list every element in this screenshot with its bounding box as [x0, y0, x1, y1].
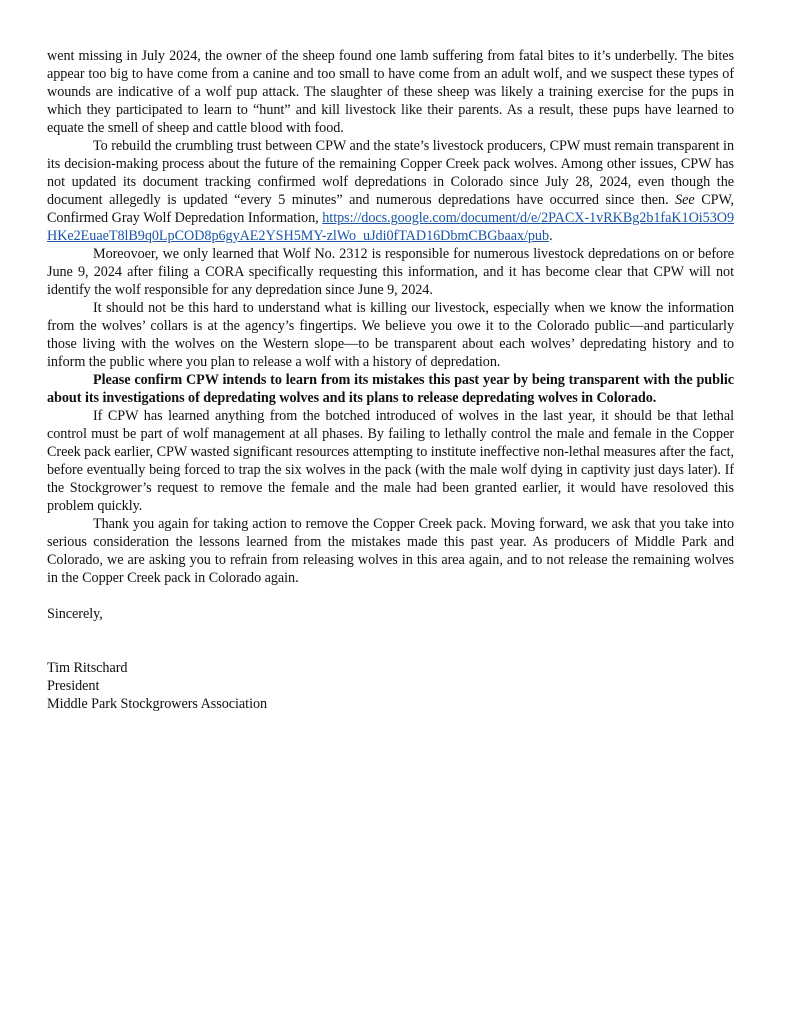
citation-signal-see: See [675, 192, 695, 208]
paragraph-request-confirmation: Please confirm CPW intends to learn from its mistakes this past year by being transparent with the public about its investigations of depredating wolves and its plans to release depredating wolves in Colorado. [47, 372, 734, 406]
paragraph-thank-you: Thank you again for taking action to remove the Copper Creek pack. Moving forward, we ask that you take into serious consideration the lessons learned from the mistakes made this past year. As producers of Middle Park and Colorado, we are asking you to refrain from releasing wolves in this area again, and to not release the remaining wolves in the Copper Creek pack in Colorado again. [47, 516, 734, 586]
closing-salutation: Sincerely, [47, 606, 103, 622]
paragraph-rebuild-trust [47, 137, 734, 245]
paragraph-wolf-2312: Moreovoer, we only learned that Wolf No. 2312 is responsible for numerous livestock depredations on or before June 9, 2024 after filing a CORA specifically requesting this information, and it has become clear that CPW will not identify the wolf responsible for any depredation since June 9, 2024. [47, 246, 734, 298]
citation-text: CPW, Confirmed Gray Wolf Depredation Information, [47, 192, 734, 226]
spacer [47, 587, 734, 605]
paragraph-understand-livestock: It should not be this hard to understand what is killing our livestock, especially when we know the information from the wolves’ collars is at the agency’s fingertips. We believe you owe it to the Colorado public—and particularly those living with the wolves on the Western slope—to be transparent about each wolves’ depredating history and to inform the public where you plan to release a wolf with a history of depredation. [47, 300, 734, 370]
paragraph-lamb-bites: went missing in July 2024, the owner of the sheep found one lamb suffering from fatal bites to it’s underbelly. The bites appear too big to have come from a canine and too small to have come from an adult wolf, and we suspect these types of wounds are indicative of a wolf pup attack. The slaughter of these sheep was likely a training exercise for the pups in which they participated to learn to “hunt” and kill livestock like their parents. As a result, these pups have learned to equate the smell of sheep and cattle blood with food. [47, 48, 734, 136]
signatory-organization: Middle Park Stockgrowers Association [47, 696, 268, 712]
signatory-name: Tim Ritschard [47, 660, 128, 676]
citation-end-period: . [549, 228, 553, 244]
spacer [47, 623, 734, 659]
signatory-title: President [47, 678, 100, 694]
letter-page [47, 47, 734, 713]
paragraph-rebuild-trust-text: To rebuild the crumbling trust between CPW and the state’s livestock producers, CPW must remain transparent in its decision-making process about the future of the remaining Copper Creek pack wolves. Among other issues, CPW has not updated its document tracking confirmed wolf depredations in Colorado since July 28, 2024, even though the document allegedly is updated “every 5 minutes” and numerous depredations have occurred since then. [47, 138, 734, 208]
depredation-document-link[interactable]: https://docs.google.com/document/d/e/2PACX-1vRKBg2b1faK1Oi53O9HKe2EuaeT8lB9q0LpCOD8p6gyAE2YSH5MY-zlWo_uJdi0fTAD16DbmCBGbaax/pub [47, 210, 734, 244]
paragraph-lethal-control: If CPW has learned anything from the botched introduced of wolves in the last year, it should be that lethal control must be part of wolf management at all phases. By failing to lethally control the male and female in the Copper Creek pack earlier, CPW wasted significant resources attempting to institute ineffective non-lethal measures after the fact, before eventually being forced to trap the six wolves in the pack (with the male wolf dying in captivity just days later). If the Stockgrower’s request to remove the female and the male had been granted earlier, it would have resoloved this problem quickly. [47, 408, 734, 514]
